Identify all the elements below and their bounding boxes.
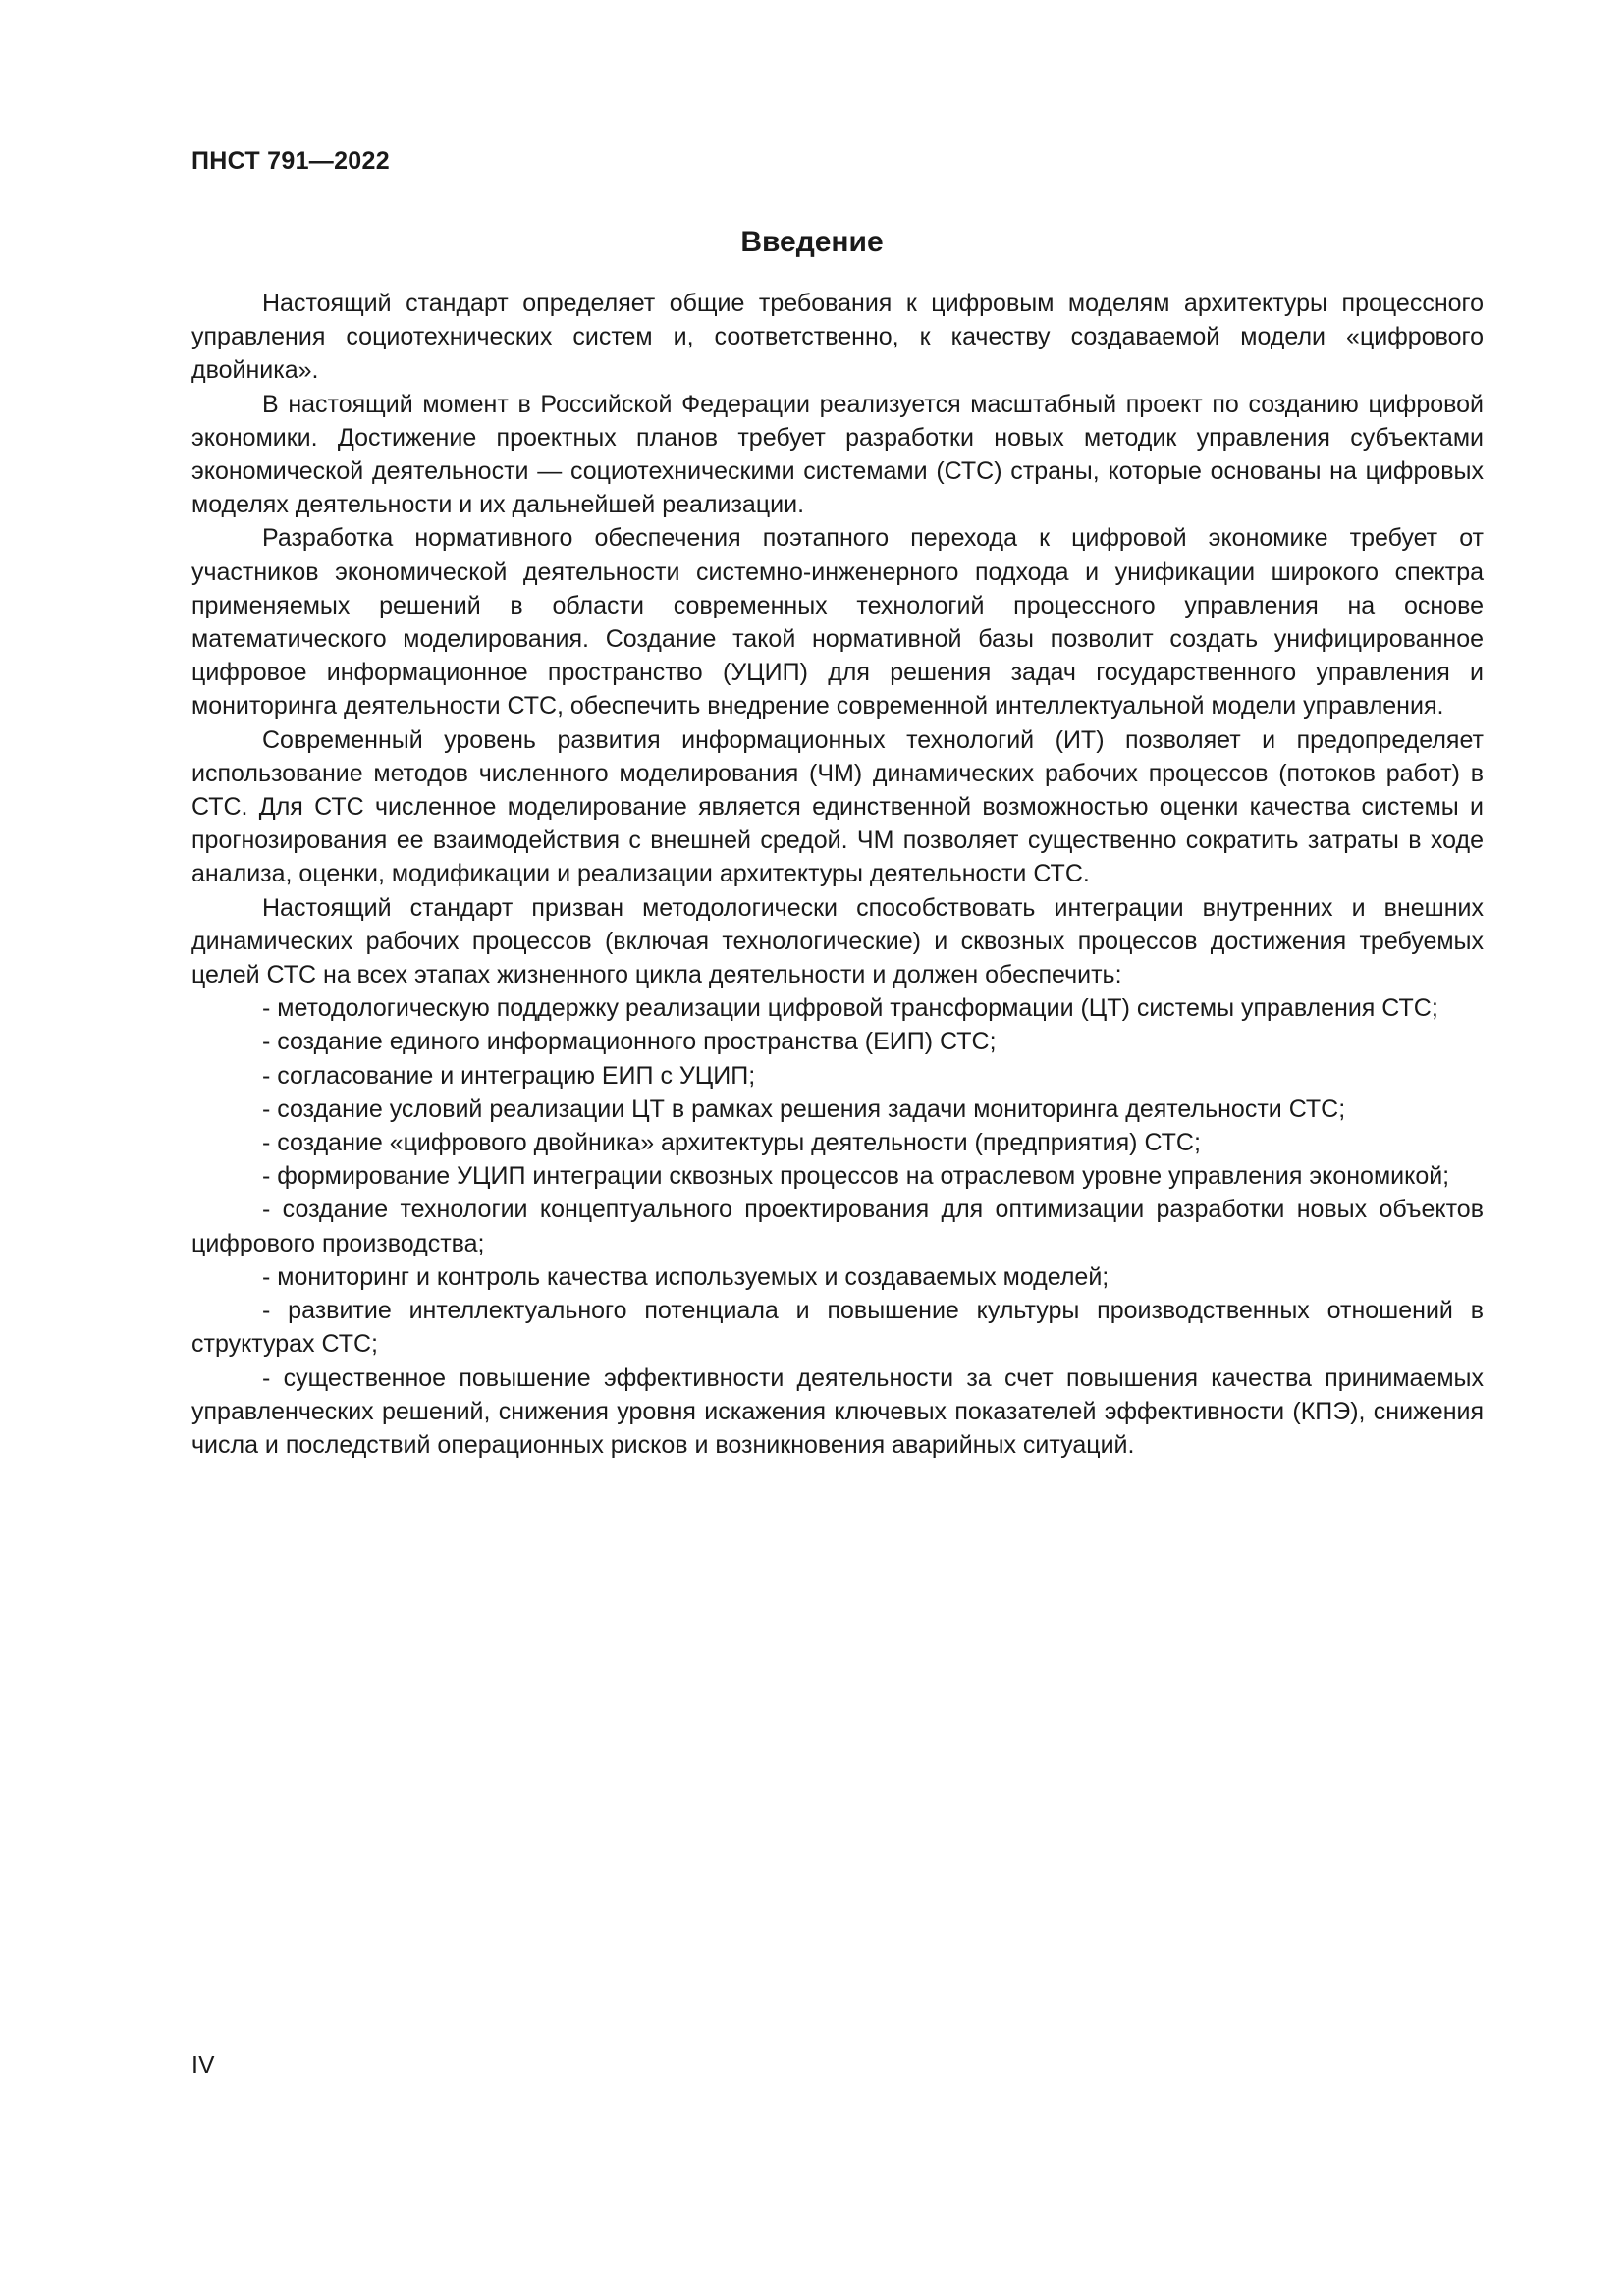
list-item: - создание единого информационного пространства (ЕИП) СТС;: [262, 1028, 997, 1056]
paragraph: Разработка нормативного обеспечения поэтапного перехода к цифровой экономике требует от участников экономической деятельности системно-инженерного подхода и унификации широкого спектра применяемых решений в области современных технологий процессного управления на основе математического моделирования. Создание такой нормативной базы позволит создать унифицированное цифровое информационное пространство (УЦИП) для решения задач государственного управления и мониторинга деятельности СТС, обеспечить внедрение современной интеллектуальной модели управления.: [191, 524, 1484, 721]
list-item: - согласование и интеграцию ЕИП с УЦИП;: [262, 1061, 756, 1090]
section-title: Введение: [740, 226, 884, 258]
list-item: - существенное повышение эффективности деятельности за счет повышения качества принимаемых управленческих решений, снижения уровня искажения ключевых показателей эффективности (КПЭ), снижения числа и последствий операционных рисков и возникновения аварийных ситуаций.: [191, 1363, 1484, 1459]
requirements-list: [191, 991, 1484, 1462]
list-item: - формирование УЦИП интеграции сквозных процессов на отраслевом уровне управления экономикой;: [262, 1162, 1450, 1191]
body-text: [191, 287, 1484, 1462]
list-item: - создание технологии концептуального проектирования для оптимизации разработки новых объектов цифрового производства;: [191, 1196, 1484, 1257]
page-number: IV: [191, 2052, 215, 2079]
list-item: - развитие интеллектуального потенциала и повышение культуры производственных отношений в структурах СТС;: [191, 1297, 1484, 1359]
list-item: - создание условий реализации ЦТ в рамках решения задачи мониторинга деятельности СТС;: [262, 1095, 1346, 1123]
paragraph: В настоящий момент в Российской Федерации реализуется масштабный проект по созданию цифровой экономики. Достижение проектных планов требует разработки новых методик управления субъектами экономической деятельности — социотехническими системами (СТС) страны, которые основаны на цифровых моделях деятельности и их дальнейшей реализации.: [191, 390, 1484, 519]
list-item: - методологическую поддержку реализации цифровой трансформации (ЦТ) системы управления СТС;: [262, 994, 1438, 1023]
paragraph: Современный уровень развития информационных технологий (ИТ) позволяет и предопределяет использование методов численного моделирования (ЧМ) динамических рабочих процессов (потоков работ) в СТС. Для СТС численное моделирование является единственной возможностью оценки качества системы и прогнозирования ее взаимодействия с внешней средой. ЧМ позволяет существенно сократить затраты в ходе анализа, оценки, модификации и реализации архитектуры деятельности СТС.: [191, 725, 1484, 888]
paragraph: Настоящий стандарт определяет общие требования к цифровым моделям архитектуры процессного управления социотехнических систем и, соответственно, к качеству создаваемой модели «цифрового двойника».: [191, 290, 1484, 385]
document-code: ПНСТ 791—2022: [191, 147, 390, 175]
paragraph: Настоящий стандарт призван методологически способствовать интеграции внутренних и внешних динамических рабочих процессов (включая технологические) и сквозных процессов достижения требуемых целей СТС на всех этапах жизненного цикла деятельности и должен обеспечить:: [191, 893, 1484, 989]
list-item: - мониторинг и контроль качества используемых и создаваемых моделей;: [262, 1262, 1110, 1291]
list-item: - создание «цифрового двойника» архитектуры деятельности (предприятия) СТС;: [262, 1129, 1201, 1157]
